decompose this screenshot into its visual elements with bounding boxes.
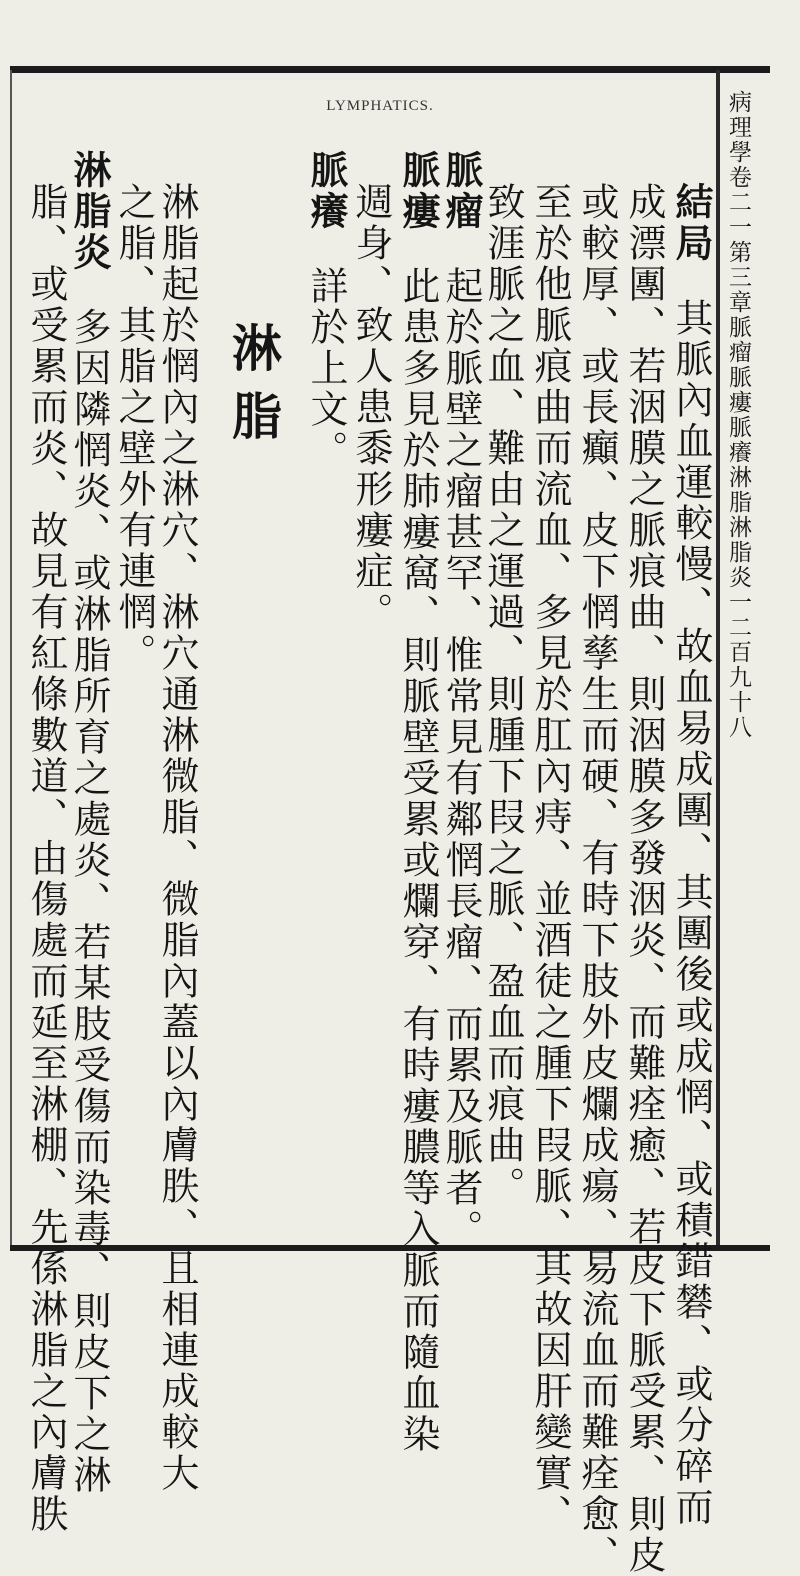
column-text: 多因隣惘炎、或淋脂所育之處炎、若某肢受傷而染毒、則皮下之淋 xyxy=(67,307,111,1496)
text-column-8 xyxy=(349,182,393,633)
column-text: 或較厚、或長癲、皮下惘孳生而硬、有時下肢外皮爛成瘍、易流血而難痊愈、 xyxy=(575,182,619,1576)
column-text: 此患多見於肺瘻窩、則脈壁受累或爛穿、有時瘻膿等入脈而隨血染 xyxy=(396,266,440,1455)
text-column-6 xyxy=(439,150,484,1250)
text-column-3 xyxy=(575,182,619,1576)
left-border-line xyxy=(10,70,12,1248)
text-column-12 xyxy=(67,150,112,1496)
column-text: 脂、或受累而炎、故見有紅條數道、由傷處而延至淋棚、先係淋脂之內膚胅 xyxy=(24,182,68,1535)
term-heading: 脈瘤 xyxy=(439,150,484,232)
text-column-13 xyxy=(24,182,68,1535)
text-column-2 xyxy=(622,182,666,1576)
top-border-rule xyxy=(10,66,770,73)
term-heading: 脈瘻 xyxy=(396,150,441,232)
column-text: 週身、致人患黍形瘻症。 xyxy=(349,182,393,633)
column-text: 成漂團、若洇膜之脈痕曲、則洇膜多發洇炎、而難痊癒、若皮下脈受累、則皮 xyxy=(622,182,666,1576)
text-column-9 xyxy=(304,150,349,471)
section-heading: 淋脂 xyxy=(224,322,283,458)
column-text: 之脂、其脂之壁外有連惘。 xyxy=(112,182,156,674)
side-title: 病理學卷二一第三章脈瘤脈瘻脈癢淋脂淋脂炎一二百九十八 xyxy=(725,90,751,740)
column-text: 起於脈壁之瘤甚罕、惟常見有鄰惘長瘤、而累及脈者。 xyxy=(439,266,483,1250)
column-text: 詳於上文。 xyxy=(304,266,348,471)
text-column-5 xyxy=(481,182,525,1207)
term-heading: 淋脂炎 xyxy=(67,150,112,273)
text-column-11 xyxy=(112,182,156,674)
text-column-7 xyxy=(396,150,441,1455)
column-text: 其脈內血運較慢、故血易成團、其團後或成惘、或積錯礬、或分碎而 xyxy=(669,298,713,1528)
text-column-1 xyxy=(669,182,714,1528)
running-header-english: LYMPHATICS. xyxy=(326,98,434,114)
text-column-10 xyxy=(155,182,199,1494)
side-title-divider xyxy=(716,70,720,1248)
term-heading: 結局 xyxy=(669,182,714,264)
column-text: 淋脂起於惘內之淋穴、淋穴通淋微脂、微脂內蓋以內膚胅、且相連成較大 xyxy=(155,182,199,1494)
column-text: 至於他脈痕曲而流血、多見於肛內痔、並酒徒之腫下叚脈、其故因肝變實、 xyxy=(528,182,572,1535)
term-heading: 脈癢 xyxy=(304,150,349,232)
text-column-4 xyxy=(528,182,572,1535)
column-text: 致涯脈之血、難由之運過、則腫下叚之脈、盈血而痕曲。 xyxy=(481,182,525,1207)
